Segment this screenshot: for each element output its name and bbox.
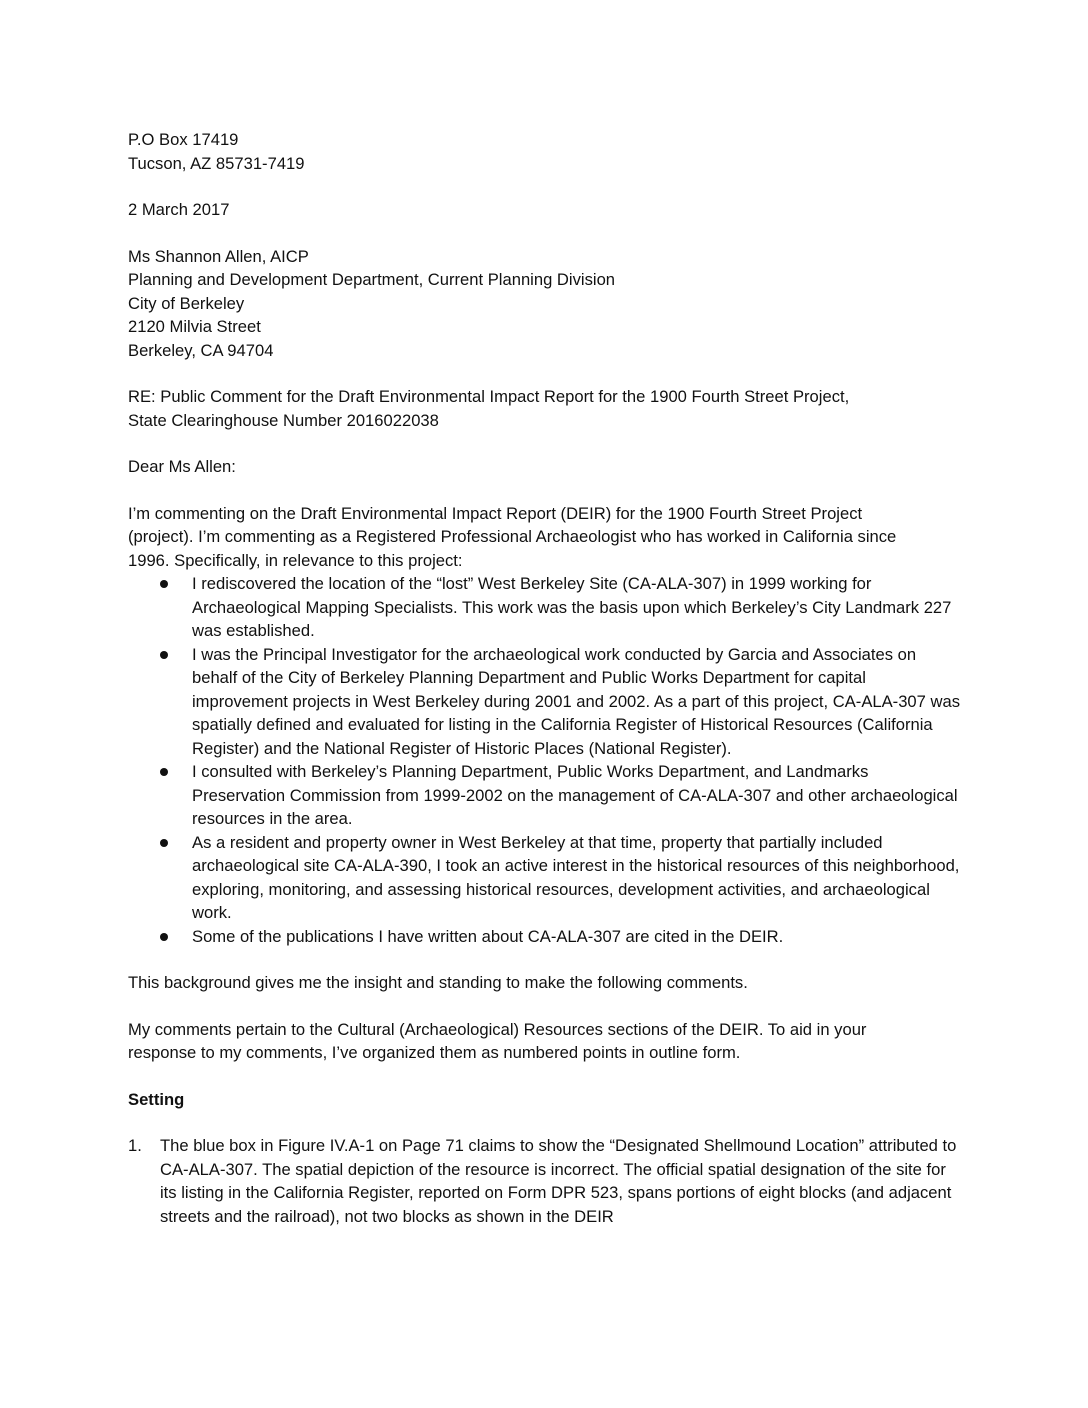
list-item-text: I consulted with Berkeley’s Planning Department, Public Works Department, and Landmarks Preservation Commission from 1999-2002 on the management of CA-ALA-307 and other archaeological resources in the area. bbox=[192, 762, 958, 828]
background-statement-text: This background gives me the insight and standing to make the following comments. bbox=[128, 973, 748, 992]
list-item-text: I was the Principal Investigator for the archaeological work conducted by Garcia and Associates on behalf of the City of Berkeley Planning Department and Public Works Department for capital improvement projects in West Berkeley during 2001 and 2002. As a part of this project, CA-ALA-307 was spatially defined and evaluated for listing in the California Register of Historical Resources (California Register) and the National Register of Historic Places (National Register). bbox=[192, 644, 961, 758]
date-text: 2 March 2017 bbox=[128, 200, 230, 219]
bullet-icon bbox=[160, 580, 168, 588]
list-item bbox=[128, 831, 960, 925]
list-item bbox=[128, 572, 960, 643]
list-item-text: I rediscovered the location of the “lost” West Berkeley Site (CA-ALA-307) in 1999 working for Archaeological Mapping Specialists. This work was the basis upon which Berkeley’s City Landmark 227 was established. bbox=[192, 574, 952, 640]
intro-line2: (project). I’m commenting as a Registered Professional Archaeologist who has worked in California since bbox=[128, 527, 897, 546]
letter-date bbox=[128, 198, 960, 222]
recipient-city-state-zip: Berkeley, CA 94704 bbox=[128, 340, 274, 360]
recipient-city: City of Berkeley bbox=[128, 293, 245, 313]
section-heading-setting: Setting bbox=[128, 1089, 185, 1109]
recipient-department: Planning and Development Department, Current Planning Division bbox=[128, 270, 616, 289]
intro-paragraph bbox=[128, 502, 960, 573]
recipient-name: Ms Shannon Allen, AICP bbox=[128, 246, 309, 266]
point-text: The blue box in Figure IV.A-1 on Page 71 claims to show the “Designated Shellmound Location” attributed to CA-ALA-307. The spatial depiction of the resource is incorrect. The official spatial designation of the site for its listing in the California Register, reported on Form DPR 523, spans portions of eight blocks (and adjacent streets and the railroad), not two blocks as shown in the DEIR bbox=[160, 1136, 957, 1226]
bullet-icon bbox=[160, 933, 168, 941]
comments-intro-line2: response to my comments, I’ve organized them as numbered points in outline form. bbox=[128, 1043, 741, 1062]
return-address-line1: P.O Box 17419 bbox=[128, 130, 239, 149]
intro-line3: 1996. Specifically, in relevance to this project: bbox=[128, 550, 463, 570]
return-address bbox=[128, 128, 960, 175]
subject-line2: State Clearinghouse Number 2016022038 bbox=[128, 410, 439, 430]
background-statement bbox=[128, 971, 960, 995]
salutation-text: Dear Ms Allen: bbox=[128, 457, 236, 476]
comments-intro bbox=[128, 1018, 960, 1065]
subject-line bbox=[128, 385, 960, 432]
list-item bbox=[128, 760, 960, 831]
numbered-comments bbox=[128, 1134, 960, 1228]
recipient-street: 2120 Milvia Street bbox=[128, 317, 261, 336]
recipient-address bbox=[128, 245, 960, 363]
intro-line1: I’m commenting on the Draft Environmental Impact Report (DEIR) for the 1900 Fourth Street Project bbox=[128, 503, 863, 523]
salutation bbox=[128, 455, 960, 479]
list-item-text: As a resident and property owner in West Berkeley at that time, property that partially included archaeological site CA-ALA-390, I took an active interest in the historical resources of this neighborhood, exploring, monitoring, and assessing historical resources, development activities, and archaeological work. bbox=[192, 832, 960, 922]
list-item-text: Some of the publications I have written about CA-ALA-307 are cited in the DEIR. bbox=[192, 926, 784, 946]
return-address-line2: Tucson, AZ 85731-7419 bbox=[128, 153, 305, 173]
list-item bbox=[128, 1134, 960, 1228]
list-item bbox=[128, 643, 960, 761]
bullet-icon bbox=[160, 768, 168, 776]
qualifications-list bbox=[128, 572, 960, 948]
comments-intro-line1: My comments pertain to the Cultural (Archaeological) Resources sections of the DEIR. To aid in your bbox=[128, 1019, 867, 1039]
subject-line1: RE: Public Comment for the Draft Environmental Impact Report for the 1900 Fourth Street Project, bbox=[128, 387, 850, 406]
bullet-icon bbox=[160, 839, 168, 847]
list-item bbox=[128, 925, 960, 949]
letter-body bbox=[128, 128, 960, 1228]
bullet-icon bbox=[160, 651, 168, 659]
point-number: 1. bbox=[128, 1136, 142, 1155]
